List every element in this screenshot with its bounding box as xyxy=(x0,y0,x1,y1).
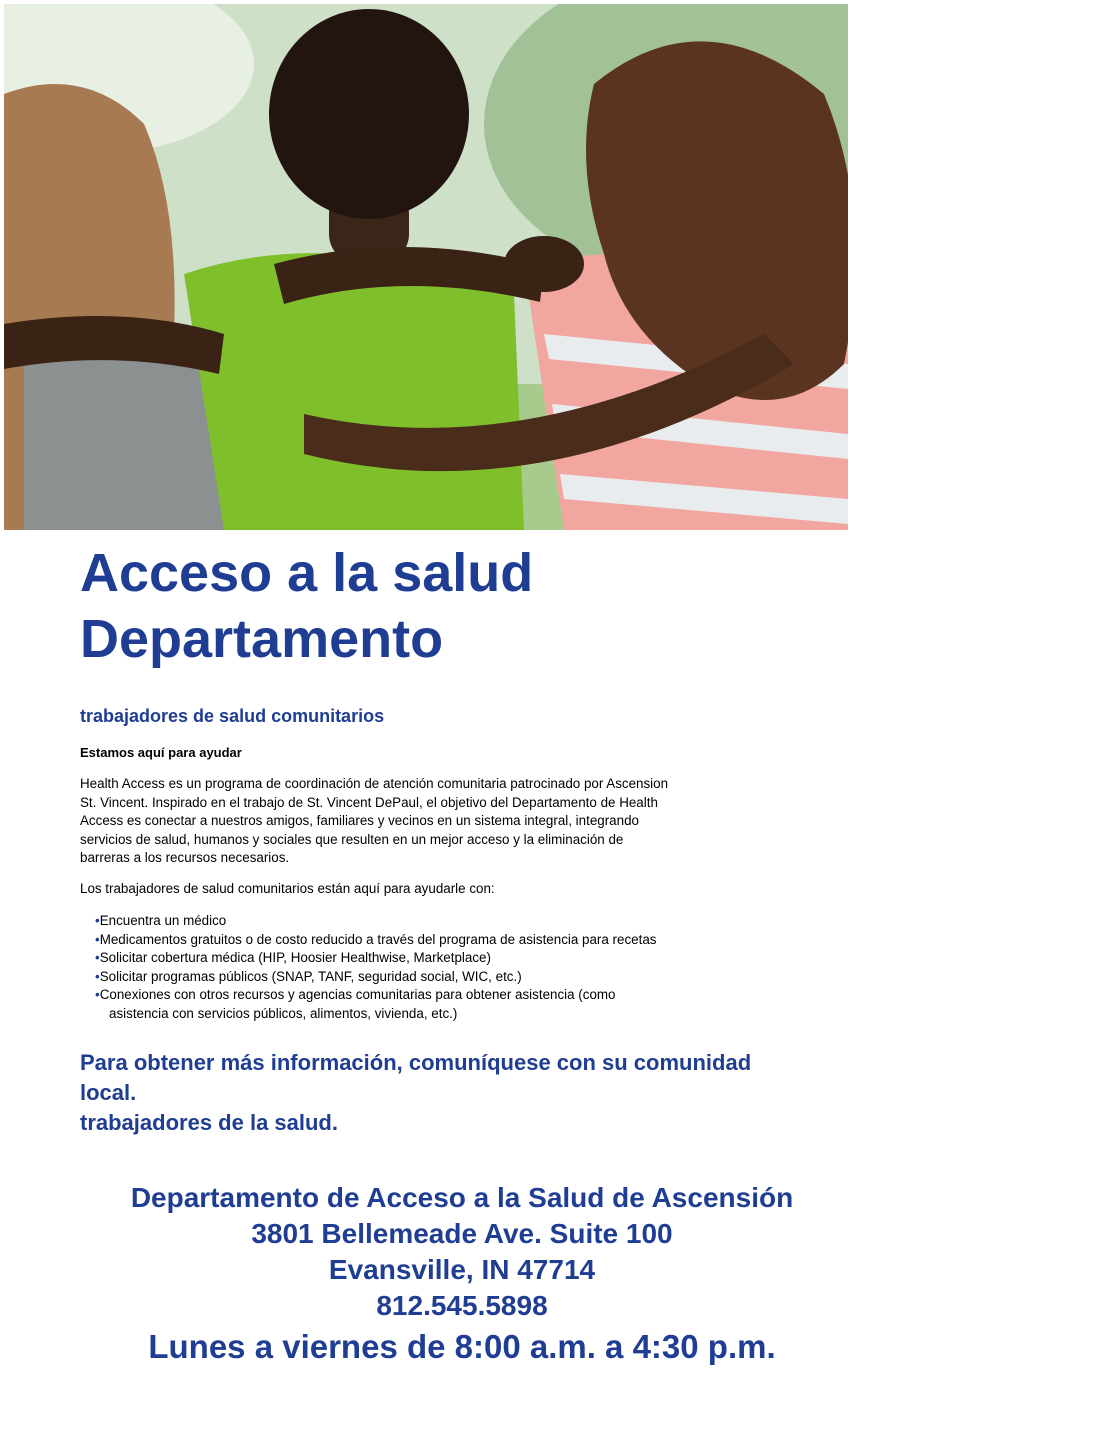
contact-block xyxy=(40,1180,884,1368)
title-line-1: Acceso a la salud xyxy=(80,543,534,603)
cta-line-3: trabajadores de la salud. xyxy=(80,1110,338,1135)
service-item xyxy=(95,949,795,968)
title-line-2: Departamento xyxy=(80,609,444,669)
description-line: St. Vincent. Inspirado en el trabajo de St. Vincent DePaul, el objetivo del Departamento de Health xyxy=(80,794,658,810)
office-hours: Lunes a viernes de 8:00 a.m. a 4:30 p.m. xyxy=(148,1328,776,1365)
page-title xyxy=(80,540,533,672)
cta-line-2: local. xyxy=(80,1080,137,1105)
subtitle: trabajadores de salud comunitarios xyxy=(80,706,385,726)
photo-illustration xyxy=(4,4,848,530)
service-text: Conexiones con otros recursos y agencias comunitarias para obtener asistencia (como xyxy=(99,987,616,1002)
service-text-continuation: asistencia con servicios públicos, alimentos, vivienda, etc.) xyxy=(109,1005,458,1021)
bullet-icon: • xyxy=(95,913,100,928)
description-line: barreras a los recursos necesarios. xyxy=(80,850,290,865)
phone-number: 812.545.5898 xyxy=(376,1290,548,1321)
service-text: Solicitar cobertura médica (HIP, Hoosier Healthwise, Marketplace) xyxy=(99,950,491,965)
bullet-icon: • xyxy=(95,931,100,947)
bullet-icon: • xyxy=(95,950,100,965)
cta-line-1: Para obtener más información, comuníquese con su comunidad xyxy=(80,1050,752,1075)
service-text: Encuentra un médico xyxy=(99,913,227,928)
city-address: Evansville, IN 47714 xyxy=(328,1254,596,1285)
section-heading: Estamos aquí para ayudar xyxy=(80,745,242,760)
street-address: 3801 Bellemeade Ave. Suite 100 xyxy=(251,1218,673,1249)
more-info-callout xyxy=(80,1048,850,1138)
description-line: Health Access es un programa de coordinación de atención comunitaria patrocinado por Ascension xyxy=(80,776,669,791)
service-item xyxy=(95,968,795,987)
service-item xyxy=(95,986,795,1023)
service-text: Medicamentos gratuitos o de costo reducido a través del programa de asistencia para recetas xyxy=(99,931,657,947)
services-list xyxy=(95,912,795,1023)
department-name: Departamento de Acceso a la Salud de Ascensión xyxy=(130,1182,794,1213)
bullet-icon: • xyxy=(95,968,100,984)
children-embracing-photo xyxy=(4,4,848,530)
program-description xyxy=(80,775,780,868)
bullet-icon: • xyxy=(95,987,100,1002)
service-item xyxy=(95,931,795,950)
service-item xyxy=(95,912,795,931)
service-text: Solicitar programas públicos (SNAP, TANF, seguridad social, WIC, etc.) xyxy=(99,968,522,984)
description-line: Access es conectar a nuestros amigos, familiares y vecinos en un sistema integral, integrando xyxy=(80,813,639,828)
description-line: servicios de salud, humanos y sociales que resulten en un mejor acceso y la eliminación de xyxy=(80,831,624,847)
services-intro: Los trabajadores de salud comunitarios están aquí para ayudarle con: xyxy=(80,881,495,896)
